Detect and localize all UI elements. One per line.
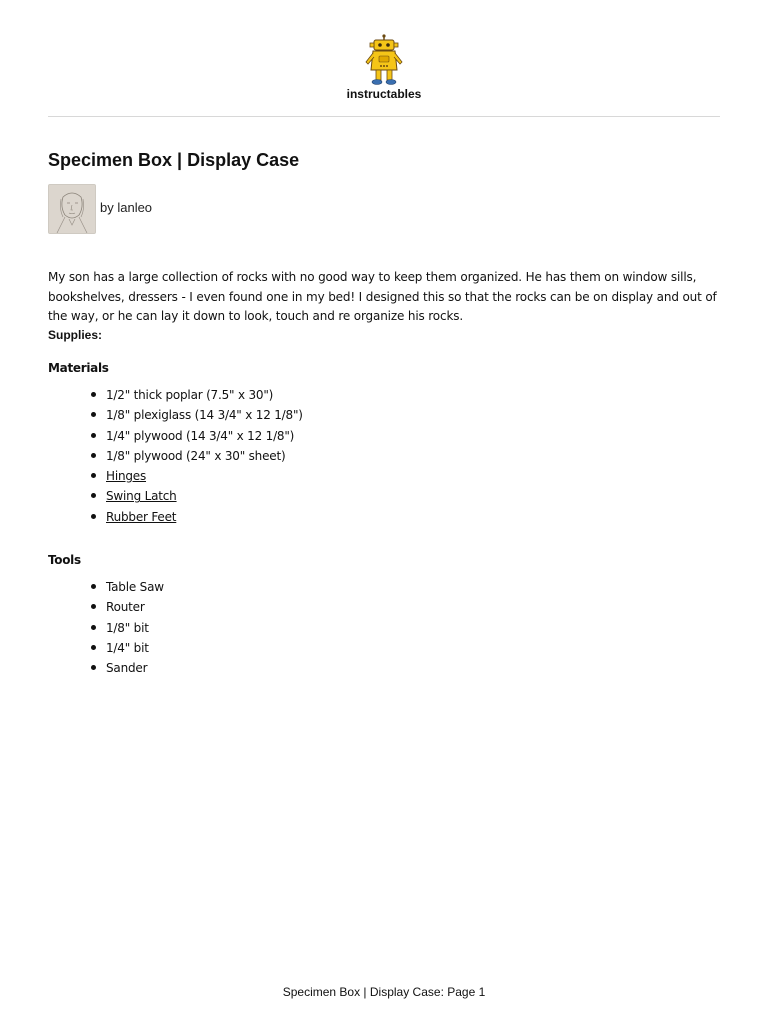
page-footer: Specimen Box | Display Case: Page 1 <box>282 985 486 999</box>
list-item <box>90 467 303 487</box>
tool-item-text: Table Saw <box>106 580 164 594</box>
list-item <box>90 487 303 507</box>
material-item-text: 1/4" plywood (14 3/4" x 12 1/8") <box>106 428 295 443</box>
tools-heading: Tools <box>48 553 81 567</box>
page-title: Specimen Box | Display Case <box>48 150 300 170</box>
robot-mascot-icon[interactable] <box>360 34 408 86</box>
tool-item-text: 1/4" bit <box>106 640 149 655</box>
material-item-text: 1/8" plexiglass (14 3/4" x 12 1/8") <box>106 408 303 423</box>
page-header <box>48 0 720 117</box>
list-item <box>90 578 164 598</box>
author-byline[interactable]: by lanleo <box>100 200 153 215</box>
hinges-link[interactable]: Hinges <box>106 469 147 484</box>
list-item <box>90 508 303 528</box>
list-item <box>90 598 164 618</box>
list-item <box>90 386 303 406</box>
tool-item-text: Sander <box>106 661 148 676</box>
author-avatar[interactable] <box>48 184 96 234</box>
sketch-portrait-icon <box>49 185 95 233</box>
list-item <box>90 619 164 639</box>
list-item <box>90 639 164 659</box>
rubber-feet-link[interactable]: Rubber Feet <box>106 509 177 524</box>
tools-list <box>90 578 164 679</box>
list-item <box>90 659 164 679</box>
list-item <box>90 427 303 447</box>
tool-item-text: 1/8" bit <box>106 620 149 635</box>
intro-paragraph: My son has a large collection of rocks with no good way to keep them organized. He has them on window sills, bookshelves, dressers - I even found one in my bed! I designed this so that the rocks can be on display and out of the way, or he can lay it down to look, touch and re organize his rocks. <box>48 270 717 323</box>
list-item <box>90 447 303 467</box>
list-item <box>90 406 303 426</box>
site-name[interactable]: instructables <box>346 87 422 101</box>
materials-heading: Materials <box>48 361 109 375</box>
material-item-text: 1/8" plywood (24" x 30" sheet) <box>106 448 286 463</box>
tool-item-text: Router <box>106 600 145 615</box>
materials-list <box>90 386 303 528</box>
material-item-text: 1/2" thick poplar (7.5" x 30") <box>106 388 274 402</box>
swing-latch-link[interactable]: Swing Latch <box>106 489 177 504</box>
supplies-label: Supplies: <box>48 328 103 342</box>
